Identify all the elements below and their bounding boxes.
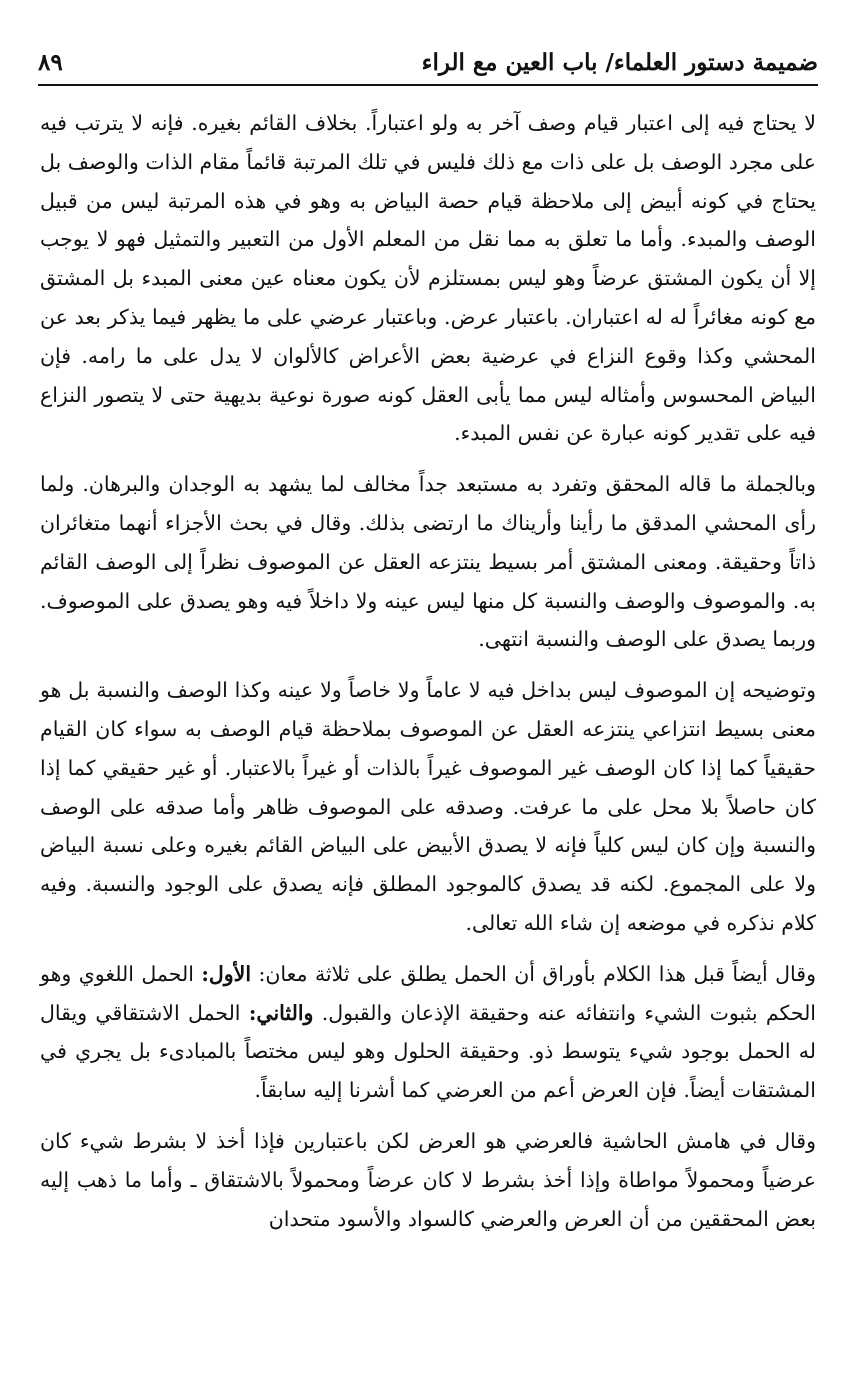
paragraph-5: وقال في هامش الحاشية فالعرضي هو العرض لكن باعتبارين فإذا أخذ لا بشرط شيء كان عرضياً ومحمولاً مواطاة وإذا أخذ بشرط لا كان عرضاً ومحمولاً بالاشتقاق ـ وأما ما ذهب إليه بعض المحققين من أن العرض والعرضي كالسواد والأسود متحدان [40, 1128, 816, 1231]
paragraph-4 [40, 955, 816, 1110]
page-header [38, 42, 818, 86]
paragraph-4-end: الحمل الاشتقاقي ويقال له الحمل بوجود شيء يتوسط ذو. وحقيقة الحلول وهو ليس مختصاً بالمبادىء بل يجري في المشتقات أيضاً. فإن العرض أعم من العرضي كما أشرنا إليه سابقاً. [40, 1000, 816, 1103]
page-number: ٨٩ [38, 49, 63, 76]
term-first-heading: الأول: [201, 961, 252, 986]
running-title: ضميمة دستور العلماء/ باب العين مع الراء [421, 49, 818, 76]
page-body [40, 104, 816, 1238]
paragraph-4-intro: وقال أيضاً قبل هذا الكلام بأوراق أن الحمل يطلق على ثلاثة معان: [251, 961, 816, 986]
paragraph-4-middle: الحمل اللغوي وهو الحكم بثبوت الشيء وانتفائه عنه وحقيقة الإذعان والقبول. [40, 961, 817, 1025]
term-second-heading: والثاني: [248, 1000, 314, 1025]
paragraph-2: وبالجملة ما قاله المحقق وتفرد به مستبعد جداً مخالف لما يشهد به الوجدان والبرهان. ولما رأى المحشي المدقق ما رأينا وأريناك ما ارتضى بذلك. وقال في بحث الأجزاء أنهما متغائران ذاتاً وحقيقة. ومعنى المشتق أمر بسيط ينتزعه العقل عن الموصوف نظراً إلى الوصف القائم به. والموصوف والوصف والنسبة كل منها ليس عينه ولا داخلاً فيه وهو يصدق على الموصوف. وربما يصدق على الوصف والنسبة انتهى. [40, 472, 816, 652]
paragraph-1: لا يحتاج فيه إلى اعتبار قيام وصف آخر به ولو اعتباراً. بخلاف القائم بغيره. فإنه لا يترتب فيه على مجرد الوصف بل على ذات مع ذلك فليس في تلك المرتبة قائماً مقام الذات والوصف بل يحتاج في كونه أبيض إلى ملاحظة قيام حصة البياض به وهو في هذه المرتبة ليس من قبيل الوصف والمبدء. وأما ما تعلق به مما نقل من المعلم الأول من التعبير والتمثيل فهو لا يوجب إلا أن يكون المشتق عرضاً وهو ليس بمستلزم لأن يكون معناه عين معنى المبدء بل المشتق مع كونه مغائراً له له اعتباران. باعتبار عرض. وباعتبار عرضي على ما يظهر فيما يذكر بعد عن المحشي وكذا وقوع النزاع في عرضية بعض الأعراض كالألوان لا يدل على ما رامه. فإن البياض المحسوس وأمثاله ليس مما يأبى العقل كونه صورة نوعية بديهية حتى لا يتصور النزاع فيه على تقدير كونه عبارة عن نفس المبدء. [40, 111, 816, 446]
paragraph-3: وتوضيحه إن الموصوف ليس بداخل فيه لا عاماً ولا خاصاً ولا عينه وكذا الوصف والنسبة بل هو معنى بسيط انتزاعي ينتزعه العقل عن الموصوف بملاحظة قيام الوصف به سواء كان القيام حقيقياً كما إذا كان الوصف غير الموصوف غيراً بالذات أو غيراً بالاعتبار. أو غير حقيقي كما إذا كان حاصلاً بلا محل على ما عرفت. وصدقه على الموصوف ظاهر وأما صدقه على الوصف والنسبة وإن كان ليس كلياً فإنه لا يصدق الأبيض على البياض القائم بغيره وعلى نسبة البياض ولا على المجموع. لكنه قد يصدق كالموجود المطلق فإنه يصدق على الوجود والنسبة. وفيه كلام نذكره في موضعه إن شاء الله تعالى. [40, 678, 816, 935]
